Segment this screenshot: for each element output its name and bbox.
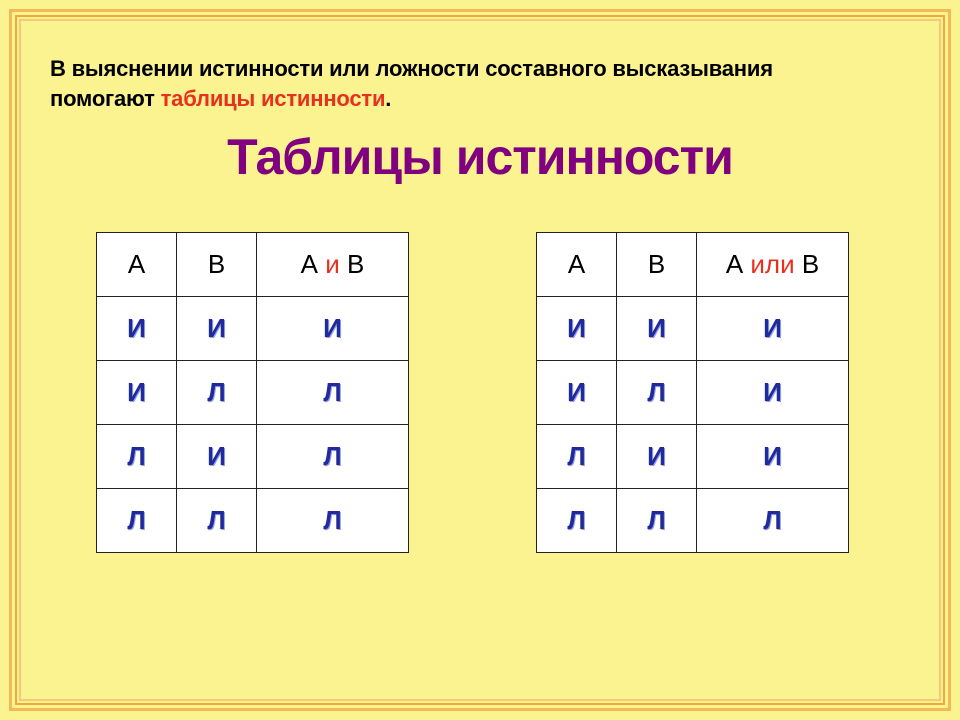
- table-row: [537, 489, 849, 553]
- intro-line-1: В выяснении истинности или ложности составного высказывания: [50, 56, 773, 81]
- page-title: Таблицы истинности: [227, 129, 733, 185]
- cell-b: И: [177, 297, 257, 361]
- table-row: [537, 361, 849, 425]
- table-row: [97, 489, 409, 553]
- intro-line-2: [50, 84, 900, 114]
- cell-b: И: [617, 425, 697, 489]
- cell-a: И: [97, 361, 177, 425]
- cell-a: И: [537, 297, 617, 361]
- cell-a: Л: [97, 425, 177, 489]
- header-b: В: [177, 233, 257, 297]
- header-right: В: [794, 249, 820, 279]
- cell-result: И: [697, 297, 849, 361]
- cell-result: И: [697, 361, 849, 425]
- cell-b: Л: [617, 361, 697, 425]
- cell-a: Л: [97, 489, 177, 553]
- header-left: А: [300, 249, 326, 279]
- intro-line-2-prefix: помогают: [50, 86, 161, 111]
- table-header-row: [537, 233, 849, 297]
- table-row: [97, 297, 409, 361]
- cell-result: Л: [257, 489, 409, 553]
- header-b: В: [617, 233, 697, 297]
- cell-result: Л: [257, 361, 409, 425]
- cell-a: Л: [537, 489, 617, 553]
- header-right: В: [339, 249, 365, 279]
- cell-b: И: [617, 297, 697, 361]
- intro-text: [50, 54, 900, 114]
- cell-result: Л: [257, 425, 409, 489]
- cell-b: И: [177, 425, 257, 489]
- cell-b: Л: [177, 361, 257, 425]
- cell-a: Л: [537, 425, 617, 489]
- cell-result: И: [257, 297, 409, 361]
- cell-result: Л: [697, 489, 849, 553]
- table-row: [97, 361, 409, 425]
- cell-a: И: [97, 297, 177, 361]
- intro-highlight: таблицы истинности: [160, 86, 386, 111]
- operator-and: и: [325, 249, 340, 279]
- cell-a: И: [537, 361, 617, 425]
- truth-table-or: [536, 232, 849, 553]
- header-a: А: [97, 233, 177, 297]
- truth-table-and: [96, 232, 409, 553]
- table-row: [97, 425, 409, 489]
- header-a-and-b: [257, 233, 409, 297]
- table-header-row: [97, 233, 409, 297]
- header-a: А: [537, 233, 617, 297]
- table-row: [537, 297, 849, 361]
- intro-line-2-suffix: .: [385, 86, 392, 111]
- operator-or: или: [750, 249, 795, 279]
- header-a-or-b: [697, 233, 849, 297]
- header-left: А: [725, 249, 751, 279]
- table-row: [537, 425, 849, 489]
- cell-result: И: [697, 425, 849, 489]
- cell-b: Л: [177, 489, 257, 553]
- cell-b: Л: [617, 489, 697, 553]
